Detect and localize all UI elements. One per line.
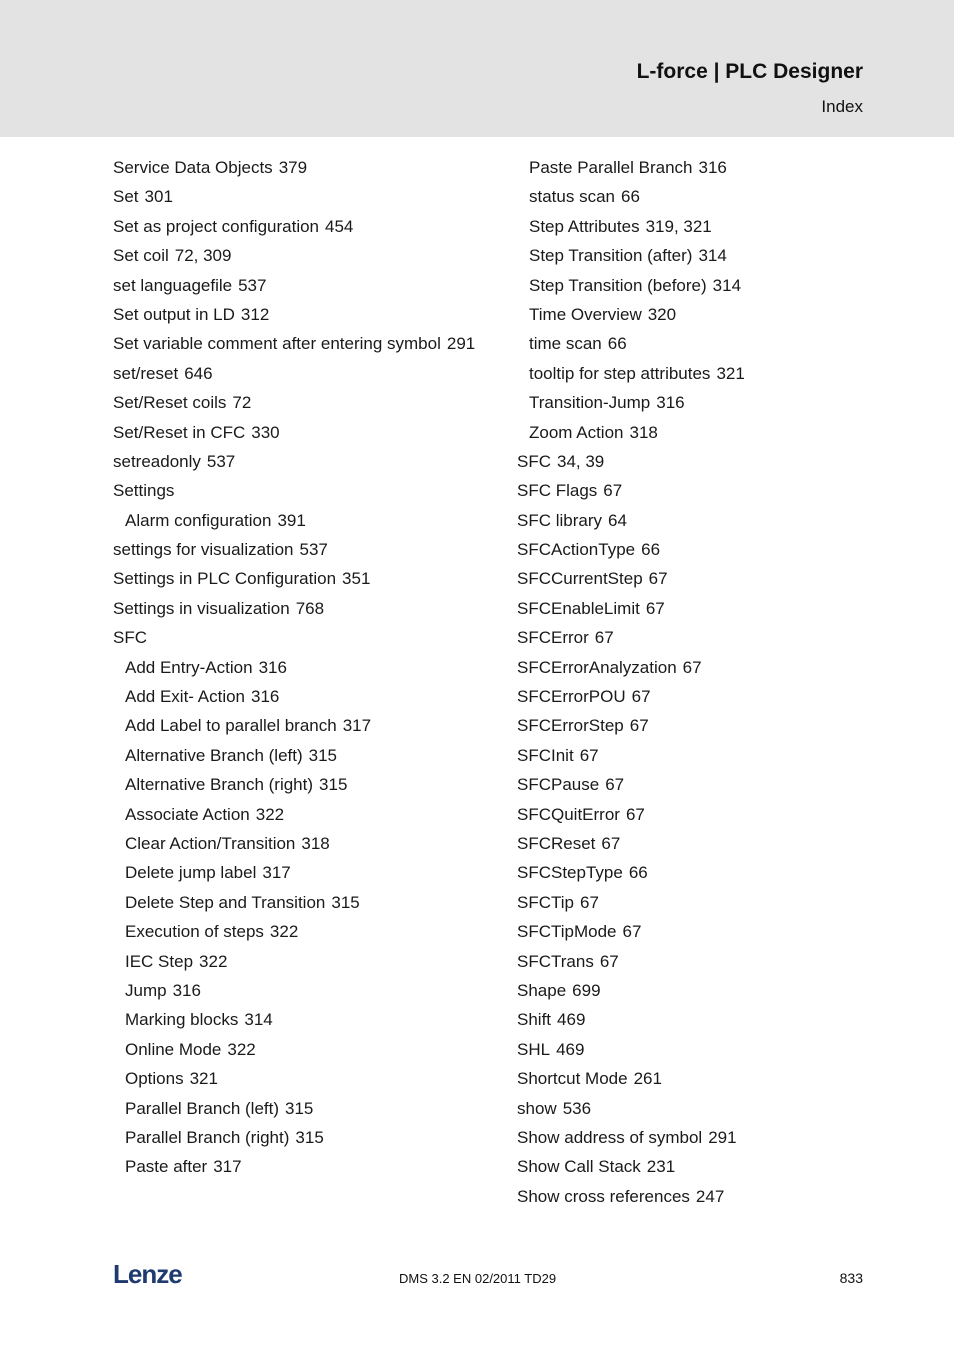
index-entry (517, 858, 877, 887)
page-reference: 320 (647, 304, 677, 324)
index-term: Show Call Stack (517, 1157, 641, 1177)
index-subentry (113, 770, 473, 799)
index-term: SFC Flags (517, 481, 598, 501)
index-subentry (517, 241, 877, 270)
page-reference: 67 (629, 716, 649, 736)
index-entry (517, 800, 877, 829)
index-entry (517, 594, 877, 623)
index-subentry (113, 1035, 473, 1064)
page-reference: 322 (255, 804, 285, 824)
index-entry (517, 888, 877, 917)
index-entry (517, 770, 877, 799)
page-reference: 330 (251, 422, 280, 442)
page-reference: 316 (258, 657, 287, 677)
index-term: SFCActionType (517, 540, 636, 560)
index-subentry (113, 917, 473, 946)
page-reference: 537 (299, 540, 328, 560)
page-reference: 318 (301, 833, 330, 853)
page-reference: 317 (342, 716, 372, 736)
index-entry (517, 564, 877, 593)
index-term: Set variable comment after entering symbol (113, 334, 441, 354)
index-term: Set output in LD (113, 304, 235, 324)
index-subentry (113, 800, 473, 829)
index-subentry (517, 329, 877, 358)
index-term: SFCErrorStep (517, 716, 624, 736)
index-entry (113, 564, 473, 593)
index-entry (517, 917, 877, 946)
page-reference: 67 (625, 804, 645, 824)
page-reference: 316 (251, 687, 280, 707)
index-term: SFC (517, 451, 551, 471)
section-name: Index (821, 97, 863, 116)
index-term: Delete Step and Transition (125, 892, 326, 912)
index-entry (517, 1182, 877, 1211)
index-term: IEC Step (125, 951, 194, 971)
page-reference: 67 (682, 657, 702, 677)
index-entry (517, 1123, 877, 1152)
page-reference: 317 (262, 863, 291, 883)
index-term: Paste Parallel Branch (529, 158, 693, 177)
index-term: SFC library (517, 510, 603, 530)
index-entry (113, 594, 473, 623)
page-reference: 469 (557, 1010, 586, 1030)
index-term: Paste after (125, 1157, 208, 1177)
index-term: Show address of symbol (517, 1127, 703, 1147)
page-reference: 72 (232, 393, 252, 413)
index-term: set/reset (113, 363, 179, 383)
page-header (0, 0, 954, 137)
page-reference: 247 (695, 1186, 725, 1206)
index-subentry (113, 1123, 473, 1152)
index-subentry (113, 829, 473, 858)
index-term: Show cross references (517, 1186, 690, 1206)
index-entry (517, 976, 877, 1005)
page-reference: 315 (308, 745, 338, 765)
index-subentry (113, 741, 473, 770)
index-entry (517, 535, 877, 564)
index-term: Delete jump label (125, 863, 257, 883)
index-entry (517, 506, 877, 535)
index-term: SFCStepType (517, 863, 623, 883)
index-term: Alarm configuration (125, 510, 272, 530)
index-term: Alternative Branch (right) (125, 775, 314, 795)
page-reference: 314 (698, 246, 727, 266)
page-reference: 64 (608, 510, 627, 530)
index-entry (517, 1005, 877, 1034)
page-reference: 67 (603, 481, 623, 501)
page-reference: 67 (601, 833, 621, 853)
index-subentry (517, 388, 877, 417)
index-term: show (517, 1098, 557, 1118)
index-entry (517, 1094, 877, 1123)
document-id: DMS 3.2 EN 02/2011 TD29 (399, 1271, 557, 1286)
page-reference: 379 (278, 158, 308, 177)
index-term: Step Transition (before) (529, 275, 707, 295)
page-reference: 291 (708, 1127, 737, 1147)
index-term: Clear Action/Transition (125, 833, 296, 853)
page-reference: 321 (189, 1069, 218, 1089)
index-term: Step Transition (after) (529, 246, 693, 266)
index-entry (113, 271, 473, 300)
page-reference: 67 (631, 687, 651, 707)
index-entry (113, 623, 473, 652)
index-term: Shortcut Mode (517, 1069, 628, 1089)
index-subentry (517, 182, 877, 211)
index-subentry (113, 506, 473, 535)
index-entry (517, 476, 877, 505)
index-entry (517, 623, 877, 652)
index-term: SFCEnableLimit (517, 598, 640, 618)
index-entry (517, 947, 877, 976)
index-term: Online Mode (125, 1039, 222, 1059)
page-reference: 315 (331, 892, 360, 912)
page-reference: 391 (277, 510, 306, 530)
index-term: SFC (113, 628, 147, 648)
page-reference: 319, 321 (645, 216, 712, 236)
index-term: SFCErrorPOU (517, 687, 626, 707)
index-subentry (113, 1094, 473, 1123)
index-entry (113, 447, 473, 476)
index-term: SFCTip (517, 892, 574, 912)
index-term: set languagefile (113, 275, 233, 295)
index-term: SFCError (517, 628, 589, 648)
page-reference: 316 (698, 158, 727, 177)
page-reference: 67 (648, 569, 668, 589)
index-subentry (113, 682, 473, 711)
index-entry (113, 418, 473, 447)
index-term: SFCCurrentStep (517, 569, 643, 589)
index-term: Time Overview (529, 304, 642, 324)
index-term: SHL (517, 1039, 551, 1059)
index-term: Add Label to parallel branch (125, 716, 337, 736)
index-subentry (113, 1064, 473, 1093)
index-entry (113, 153, 473, 182)
page-reference: 312 (240, 304, 270, 324)
index-entry (113, 212, 473, 241)
index-term: Settings in visualization (113, 598, 290, 618)
index-term: Shape (517, 980, 567, 1000)
index-term: Set coil (113, 246, 169, 266)
index-entry (517, 1152, 877, 1181)
index-entry (517, 1035, 877, 1064)
index-term: Set (113, 187, 139, 207)
page-reference: 699 (572, 980, 601, 1000)
page-reference: 314 (712, 275, 742, 295)
index-entry (113, 241, 473, 270)
index-term: Service Data Objects (113, 158, 273, 177)
index-entry (517, 682, 877, 711)
page-reference: 67 (622, 922, 642, 942)
index-term: Set as project configuration (113, 216, 320, 236)
page-reference: 67 (579, 745, 599, 765)
index-term: Options (125, 1069, 184, 1089)
page-reference: 322 (269, 922, 299, 942)
page-reference: 315 (319, 775, 348, 795)
page-reference: 67 (605, 775, 625, 795)
page-reference: 314 (244, 1010, 273, 1030)
index-entry (113, 329, 489, 358)
index-term: Set/Reset coils (113, 393, 227, 413)
index-subentry (113, 1152, 473, 1181)
index-term: SFCReset (517, 833, 596, 853)
index-term: Shift (517, 1010, 552, 1030)
page-reference: 66 (641, 540, 661, 560)
index-column-left (113, 153, 476, 1182)
index-term: Step Attributes (529, 216, 640, 236)
index-term: SFCPause (517, 775, 600, 795)
page-reference: 315 (295, 1127, 324, 1147)
index-term: status scan (529, 187, 615, 207)
page-reference: 315 (285, 1098, 314, 1118)
page-reference: 469 (556, 1039, 585, 1059)
index-entry (113, 359, 473, 388)
page-reference: 316 (172, 980, 201, 1000)
index-column-right (517, 153, 877, 1211)
index-subentry (113, 858, 473, 887)
page-reference: 317 (213, 1157, 242, 1177)
index-term: Set/Reset in CFC (113, 422, 246, 442)
index-entry (517, 653, 877, 682)
index-entry (517, 711, 877, 740)
index-subentry (113, 653, 473, 682)
index-subentry (517, 271, 877, 300)
page-reference: 301 (144, 187, 173, 207)
page-reference: 67 (594, 628, 614, 648)
page-reference: 261 (633, 1069, 662, 1089)
index-subentry (113, 711, 473, 740)
page-reference: 322 (227, 1039, 256, 1059)
index-term: Jump (125, 980, 167, 1000)
page-reference: 321 (716, 363, 745, 383)
index-entry (113, 182, 473, 211)
index-term: Settings (113, 481, 175, 501)
page-reference: 34, 39 (557, 451, 605, 471)
index-term: settings for visualization (113, 540, 294, 560)
index-subentry (113, 976, 473, 1005)
index-term: time scan (529, 334, 602, 354)
index-term: Add Exit- Action (125, 687, 246, 707)
page-reference: 537 (206, 451, 236, 471)
index-subentry (517, 212, 877, 241)
index-term: Zoom Action (529, 422, 624, 442)
page-reference: 66 (628, 863, 648, 883)
page-reference: 67 (645, 598, 665, 618)
index-subentry (517, 359, 877, 388)
index-term: Add Entry-Action (125, 657, 253, 677)
page-reference: 322 (199, 951, 228, 971)
index-term: SFCInit (517, 745, 574, 765)
index-entry (113, 476, 473, 505)
page-reference: 536 (562, 1098, 592, 1118)
index-subentry (113, 1005, 473, 1034)
index-term: setreadonly (113, 451, 201, 471)
page-reference: 66 (607, 334, 627, 354)
page-reference: 537 (238, 275, 267, 295)
index-term: Alternative Branch (left) (125, 745, 303, 765)
index-term: SFCTipMode (517, 922, 617, 942)
index-entry (517, 1064, 877, 1093)
index-term: Transition-Jump (529, 393, 651, 413)
index-term: Settings in PLC Configuration (113, 569, 337, 589)
index-entry (517, 829, 877, 858)
index-subentry (113, 947, 473, 976)
index-entry (517, 741, 877, 770)
index-term: tooltip for step attributes (529, 363, 711, 383)
page-reference: 72, 309 (174, 246, 232, 266)
page-reference: 316 (656, 393, 685, 413)
page-number: 833 (839, 1270, 863, 1286)
page-reference: 67 (580, 892, 599, 912)
index-entry (113, 535, 473, 564)
page-reference: 768 (295, 598, 325, 618)
page-reference: 454 (325, 216, 354, 236)
index-term: SFCQuitError (517, 804, 620, 824)
index-term: Associate Action (125, 804, 250, 824)
page-reference: 231 (646, 1157, 676, 1177)
index-entry (113, 300, 473, 329)
index-subentry (517, 418, 877, 447)
index-term: Marking blocks (125, 1010, 239, 1030)
index-term: Execution of steps (125, 922, 264, 942)
index-entry (517, 447, 877, 476)
document-title: L-force | PLC Designer (636, 60, 863, 83)
index-subentry (517, 300, 877, 329)
page-reference: 67 (599, 951, 619, 971)
page-reference: 351 (342, 569, 371, 589)
index-term: SFCTrans (517, 951, 594, 971)
index-subentry (113, 888, 473, 917)
index-subentry (517, 153, 877, 182)
index-term: Parallel Branch (right) (125, 1127, 290, 1147)
lenze-logo: Lenze (113, 1259, 182, 1289)
index-entry (113, 388, 473, 417)
page-reference: 291 (446, 334, 476, 354)
page-reference: 646 (184, 363, 213, 383)
index-term: SFCErrorAnalyzation (517, 657, 677, 677)
page-reference: 66 (621, 187, 640, 207)
page-reference: 318 (629, 422, 658, 442)
index-term: Parallel Branch (left) (125, 1098, 280, 1118)
